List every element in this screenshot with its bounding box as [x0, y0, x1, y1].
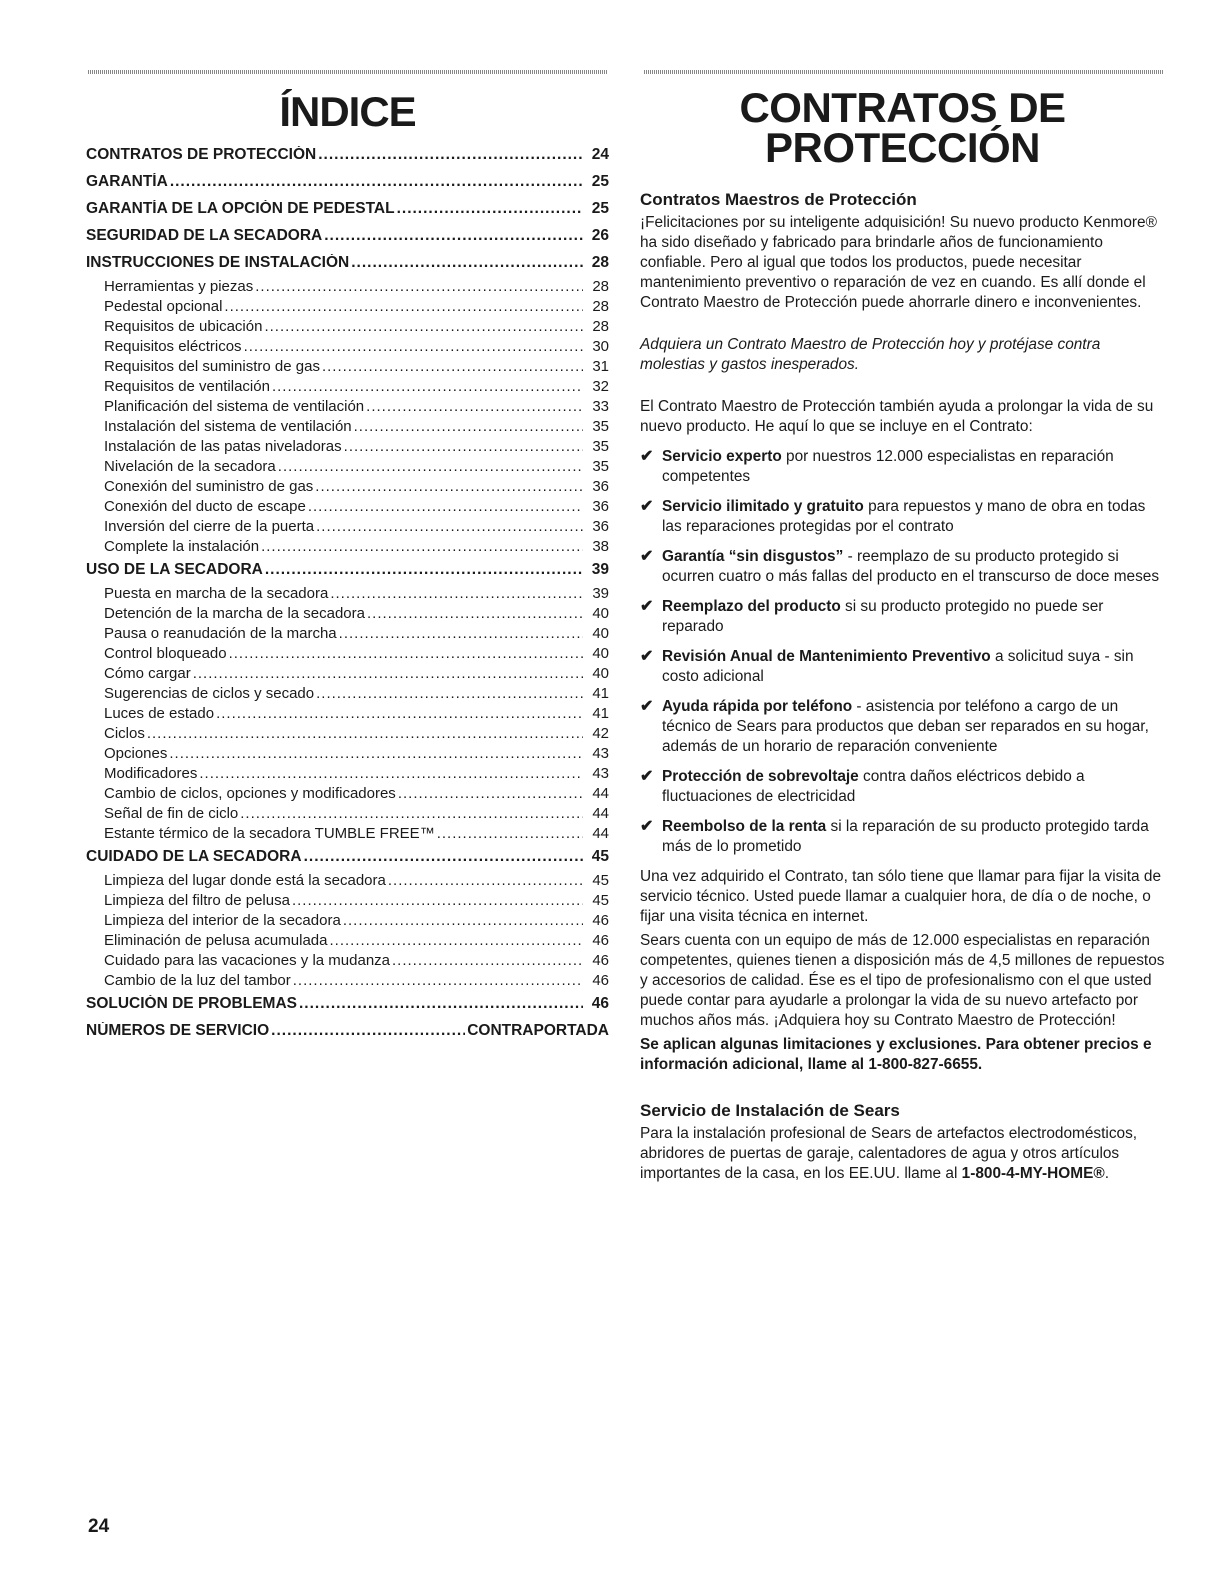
- toc-leader-dots: [265, 561, 583, 579]
- toc-entry-page: 46: [592, 932, 609, 949]
- toc-entry-page: 25: [591, 200, 609, 217]
- toc-entry-label: Planificación del sistema de ventilación: [104, 398, 365, 415]
- toc-subentry: [86, 805, 609, 825]
- toc-entry-page: 45: [592, 872, 609, 889]
- toc-section-entry: [86, 227, 609, 251]
- toc-entry-label: Nivelación de la secadora: [104, 458, 276, 475]
- toc-entry-label: Sugerencias de ciclos y secado: [104, 685, 315, 702]
- benefit-text: [662, 647, 1165, 687]
- toc-entry-page: 41: [592, 685, 609, 702]
- toc-entry-page: 46: [592, 952, 609, 969]
- toc-entry-label: GARANTÍA DE LA OPCIÓN DE PEDESTAL: [86, 200, 395, 217]
- toc-entry-page: 40: [592, 605, 609, 622]
- toc-entry-label: Control bloqueado: [104, 645, 227, 662]
- toc-subentry: [86, 745, 609, 765]
- checkmark-icon: ✔: [640, 648, 654, 665]
- benefit-description: contra daños eléctricos debido a fluctuaciones de electricidad: [662, 768, 1085, 805]
- benefit-item: [640, 597, 1165, 637]
- benefit-item: [640, 647, 1165, 687]
- toc-leader-dots: [264, 318, 583, 335]
- benefit-description: a solicitud suya - sin costo adicional: [662, 648, 1134, 685]
- toc-entry-page: 28: [592, 298, 609, 315]
- toc-entry-label: CUIDADO DE LA SECADORA: [86, 848, 302, 865]
- toc-subentry: [86, 952, 609, 972]
- toc-leader-dots: [318, 146, 583, 164]
- toc-entry-page: 35: [592, 438, 609, 455]
- toc-leader-dots: [147, 725, 583, 742]
- toc-entry-label: Conexión del ducto de escape: [104, 498, 306, 515]
- checkmark-icon: ✔: [640, 548, 654, 565]
- toc-leader-dots: [293, 972, 583, 989]
- toc-entry-label: Complete la instalación: [104, 538, 260, 555]
- toc-entry-page: 39: [591, 561, 609, 578]
- toc-leader-dots: [271, 1022, 465, 1040]
- toc-leader-dots: [351, 254, 583, 272]
- toc-entry-page: 41: [592, 705, 609, 722]
- top-rule-right: [644, 70, 1164, 74]
- toc-leader-dots: [216, 705, 583, 722]
- toc-leader-dots: [398, 785, 583, 802]
- toc-leader-dots: [308, 498, 583, 515]
- toc-entry-page: 45: [591, 848, 609, 865]
- toc-entry-label: Inversión del cierre de la puerta: [104, 518, 315, 535]
- toc-subentry: [86, 418, 609, 438]
- toc-leader-dots: [193, 665, 583, 682]
- toc-entry-page: 44: [592, 785, 609, 802]
- contracts-title-line2: PROTECCIÓN: [764, 124, 1040, 171]
- toc-entry-label: Eliminación de pelusa acumulada: [104, 932, 328, 949]
- installation-text: Para la instalación profesional de Sears de artefactos electrodomésticos, abridores de puertas de garaje, calentadores de agua y otros artículos importantes de la casa, en los EE.UU. llame al: [640, 1125, 1138, 1182]
- toc-subentry: [86, 785, 609, 805]
- toc-entry-page: 28: [592, 278, 609, 295]
- toc-entry-label: USO DE LA SECADORA: [86, 561, 263, 578]
- benefit-item: [640, 497, 1165, 537]
- toc-leader-dots: [240, 805, 583, 822]
- toc-subentry: [86, 498, 609, 518]
- toc-entry-page: 46: [592, 912, 609, 929]
- toc-entry-page: 38: [592, 538, 609, 555]
- master-contracts-heading: Contratos Maestros de Protección: [640, 190, 917, 209]
- toc-entry-page: 25: [591, 173, 609, 190]
- toc-entry-label: Pedestal opcional: [104, 298, 223, 315]
- toc-leader-dots: [169, 745, 583, 762]
- toc-entry-label: Instalación del sistema de ventilación: [104, 418, 352, 435]
- checkmark-icon: ✔: [640, 448, 654, 465]
- toc-subentry: [86, 912, 609, 932]
- toc-section-entry: [86, 1022, 609, 1046]
- toc-entry-label: Estante térmico de la secadora TUMBLE FREE™: [104, 825, 435, 842]
- toc-entry-label: Cambio de ciclos, opciones y modificadores: [104, 785, 396, 802]
- benefit-description: por nuestros 12.000 especialistas en reparación competentes: [662, 448, 1114, 485]
- toc-entry-label: Requisitos de ubicación: [104, 318, 263, 335]
- toc-leader-dots: [170, 173, 583, 191]
- toc-subentry: [86, 458, 609, 478]
- toc-entry-label: Requisitos del suministro de gas: [104, 358, 320, 375]
- toc-subentry: [86, 725, 609, 745]
- toc-entry-page: 42: [592, 725, 609, 742]
- benefit-title: Revisión Anual de Mantenimiento Preventivo: [662, 648, 991, 665]
- toc-entry-page: 24: [591, 146, 609, 163]
- toc-leader-dots: [324, 227, 583, 245]
- benefit-text: [662, 547, 1165, 587]
- installation-service-heading: Servicio de Instalación de Sears: [640, 1101, 900, 1120]
- toc-entry-label: Cambio de la luz del tambor: [104, 972, 291, 989]
- toc-entry-page: 35: [592, 458, 609, 475]
- benefit-title: Ayuda rápida por teléfono: [662, 698, 853, 715]
- toc-subentry: [86, 645, 609, 665]
- toc-entry-page: 31: [592, 358, 609, 375]
- toc-subentry: [86, 665, 609, 685]
- toc-entry-label: Herramientas y piezas: [104, 278, 254, 295]
- toc-section-entry: [86, 200, 609, 224]
- toc-entry-label: SOLUCIÓN DE PROBLEMAS: [86, 995, 297, 1012]
- italic-paragraph: Adquiera un Contrato Maestro de Protección hoy y protéjase contra molestias y gastos inesperados.: [640, 336, 1101, 373]
- toc-section-entry: [86, 995, 609, 1019]
- toc-leader-dots: [292, 892, 583, 909]
- toc-leader-dots: [272, 378, 583, 395]
- contracts-title: [640, 84, 1165, 171]
- toc-subentry: [86, 378, 609, 398]
- toc-leader-dots: [199, 765, 583, 782]
- toc-subentry: [86, 298, 609, 318]
- toc-subentry: [86, 478, 609, 498]
- toc-subentry: [86, 398, 609, 418]
- toc-subentry: [86, 765, 609, 785]
- toc-entry-page: CONTRAPORTADA: [467, 1022, 609, 1039]
- benefit-description: - asistencia por teléfono a cargo de un técnico de Sears para productos que deban ser reparados en su hogar, además de un horario de reparación conveniente: [662, 698, 1149, 755]
- intro-paragraph: ¡Felicitaciones por su inteligente adquisición! Su nuevo producto Kenmore® ha sido diseñado y fabricado para brindarle años de funcionamiento confiable. Pero al igual que todos los productos, puede necesitar mantenimiento preventivo o reparación de vez en cuando. Es allí donde el Contrato Maestro de Protección puede ahorrarle dinero e inconvenientes.: [640, 214, 1157, 311]
- checkmark-icon: ✔: [640, 818, 654, 835]
- toc-entry-label: Conexión del suministro de gas: [104, 478, 314, 495]
- toc-entry-label: Detención de la marcha de la secadora: [104, 605, 365, 622]
- toc-entry-page: 40: [592, 665, 609, 682]
- toc-leader-dots: [392, 952, 583, 969]
- benefit-text: [662, 697, 1165, 757]
- benefit-text: [662, 447, 1165, 487]
- installation-phone: 1-800-4-MY-HOME®: [961, 1165, 1105, 1182]
- toc-entry-label: Instalación de las patas niveladoras: [104, 438, 342, 455]
- top-rule-left: [88, 70, 608, 74]
- contracts-title-line1: CONTRATOS DE: [739, 84, 1066, 131]
- toc-entry-page: 28: [592, 318, 609, 335]
- toc-subentry: [86, 972, 609, 992]
- toc-entry-page: 35: [592, 418, 609, 435]
- page-number: 24: [88, 1516, 110, 1537]
- toc-subentry: [86, 625, 609, 645]
- benefit-item: [640, 447, 1165, 487]
- benefit-description: - reemplazo de su producto protegido si ocurren cuatro o más fallas del producto en el transcurso de doce meses: [662, 548, 1160, 585]
- benefit-item: [640, 697, 1165, 757]
- toc-title: ÍNDICE: [279, 88, 416, 135]
- toc-leader-dots: [366, 398, 583, 415]
- toc-entry-page: 43: [592, 765, 609, 782]
- benefit-text: [662, 767, 1165, 807]
- toc-entry-page: 33: [592, 398, 609, 415]
- after-paragraph-2: Sears cuenta con un equipo de más de 12.000 especialistas en reparación competentes, quienes tienen a disposición más de 4,5 millones de repuestos y accesorios de calidad. Ése es el tipo de profesionalismo con el que usted puede contar para ayudarle a prolongar la vida de su nuevo artefacto por muchos años más. ¡Adquiera hoy su Contrato Maestro de Protección!: [640, 932, 1165, 1029]
- toc-entry-page: 44: [592, 805, 609, 822]
- toc-subentry: [86, 518, 609, 538]
- toc-entry-page: 32: [592, 378, 609, 395]
- toc-entry-page: 40: [592, 645, 609, 662]
- benefits-intro: El Contrato Maestro de Protección también ayuda a prolongar la vida de su nuevo producto. He aquí lo que se incluye en el Contrato:: [640, 398, 1154, 435]
- toc-entry-label: Cómo cargar: [104, 665, 191, 682]
- toc-entry-label: Cuidado para las vacaciones y la mudanza: [104, 952, 391, 969]
- toc-subentry: [86, 605, 609, 625]
- toc-leader-dots: [299, 995, 583, 1013]
- toc-entry-page: 36: [592, 498, 609, 515]
- benefit-item: [640, 547, 1165, 587]
- toc-leader-dots: [330, 585, 583, 602]
- toc-entry-label: Señal de fin de ciclo: [104, 805, 239, 822]
- toc-entry-label: Requisitos eléctricos: [104, 338, 242, 355]
- toc-entry-label: Modificadores: [104, 765, 198, 782]
- benefit-description: si su producto protegido no puede ser reparado: [662, 598, 1104, 635]
- toc-leader-dots: [316, 685, 583, 702]
- toc-section-entry: [86, 561, 609, 585]
- toc-leader-dots: [261, 538, 583, 555]
- benefit-title: Reembolso de la renta: [662, 818, 827, 835]
- benefit-text: [662, 597, 1165, 637]
- installation-paragraph: [640, 1124, 1165, 1184]
- limitations-note: Se aplican algunas limitaciones y exclusiones. Para obtener precios e información adicional, llame al 1-800-827-6655.: [640, 1036, 1152, 1073]
- toc-leader-dots: [437, 825, 583, 842]
- toc-leader-dots: [339, 625, 583, 642]
- toc-leader-dots: [322, 358, 583, 375]
- toc-subentry: [86, 585, 609, 605]
- toc-entry-page: 46: [591, 995, 609, 1012]
- checkmark-icon: ✔: [640, 598, 654, 615]
- toc-subentry: [86, 825, 609, 845]
- toc-entry-page: 45: [592, 892, 609, 909]
- toc-entry-page: 46: [592, 972, 609, 989]
- table-of-contents: [86, 88, 609, 1046]
- benefit-text: [662, 497, 1165, 537]
- toc-entry-label: GARANTÍA: [86, 173, 168, 190]
- after-paragraph-1: Una vez adquirido el Contrato, tan sólo tiene que llamar para fijar la visita de servicio técnico. Usted puede llamar a cualquier hora, de día o de noche, o fijar una visita técnica en internet.: [640, 868, 1162, 925]
- benefit-title: Servicio experto: [662, 448, 782, 465]
- toc-subentry: [86, 538, 609, 558]
- toc-leader-dots: [315, 478, 583, 495]
- toc-entry-label: Limpieza del interior de la secadora: [104, 912, 341, 929]
- toc-entry-label: Limpieza del lugar donde está la secadora: [104, 872, 386, 889]
- toc-entry-page: 40: [592, 625, 609, 642]
- toc-subentry: [86, 278, 609, 298]
- toc-subentry: [86, 358, 609, 378]
- benefit-title: Protección de sobrevoltaje: [662, 768, 859, 785]
- toc-entry-page: 26: [591, 227, 609, 244]
- toc-leader-dots: [278, 458, 583, 475]
- toc-leader-dots: [343, 912, 583, 929]
- benefit-title: Servicio ilimitado y gratuito: [662, 498, 864, 515]
- installation-end: .: [1104, 1165, 1109, 1182]
- checkmark-icon: ✔: [640, 768, 654, 785]
- toc-leader-dots: [255, 278, 583, 295]
- toc-entry-page: 36: [592, 518, 609, 535]
- toc-leader-dots: [304, 848, 583, 866]
- toc-subentry: [86, 338, 609, 358]
- toc-leader-dots: [397, 200, 583, 218]
- toc-section-entry: [86, 254, 609, 278]
- toc-entry-label: SEGURIDAD DE LA SECADORA: [86, 227, 323, 244]
- benefit-title: Garantía “sin disgustos”: [662, 548, 844, 565]
- toc-subentry: [86, 685, 609, 705]
- toc-subentry: [86, 705, 609, 725]
- toc-subentry: [86, 892, 609, 912]
- toc-entry-label: Luces de estado: [104, 705, 215, 722]
- toc-entry-label: NÚMEROS DE SERVICIO: [86, 1022, 270, 1039]
- benefit-item: [640, 817, 1165, 857]
- toc-entry-page: 36: [592, 478, 609, 495]
- toc-entry-label: Limpieza del filtro de pelusa: [104, 892, 290, 909]
- checkmark-icon: ✔: [640, 498, 654, 515]
- protection-contracts-section: [640, 84, 1165, 1184]
- toc-list: [86, 146, 609, 1046]
- benefit-description: si la reparación de su producto protegido tarda más de lo prometido: [662, 818, 1149, 855]
- toc-subentry: [86, 872, 609, 892]
- toc-section-entry: [86, 848, 609, 872]
- toc-entry-page: 28: [591, 254, 609, 271]
- benefit-description: para repuestos y mano de obra en todas las reparaciones protegidas por el contrato: [662, 498, 1146, 535]
- toc-entry-page: 30: [592, 338, 609, 355]
- toc-entry-page: 44: [592, 825, 609, 842]
- toc-leader-dots: [316, 518, 583, 535]
- toc-leader-dots: [354, 418, 583, 435]
- toc-entry-page: 43: [592, 745, 609, 762]
- benefits-list: [640, 447, 1165, 857]
- benefit-text: [662, 817, 1165, 857]
- benefit-title: Reemplazo del producto: [662, 598, 841, 615]
- toc-entry-label: INSTRUCCIONES DE INSTALACIÓN: [86, 254, 350, 271]
- toc-leader-dots: [244, 338, 583, 355]
- toc-leader-dots: [329, 932, 583, 949]
- toc-leader-dots: [344, 438, 583, 455]
- toc-entry-label: Puesta en marcha de la secadora: [104, 585, 329, 602]
- toc-leader-dots: [229, 645, 583, 662]
- toc-entry-page: 39: [592, 585, 609, 602]
- toc-subentry: [86, 438, 609, 458]
- toc-subentry: [86, 932, 609, 952]
- toc-entry-label: CONTRATOS DE PROTECCIÓN: [86, 146, 317, 163]
- checkmark-icon: ✔: [640, 698, 654, 715]
- toc-section-entry: [86, 146, 609, 170]
- toc-section-entry: [86, 173, 609, 197]
- toc-leader-dots: [388, 872, 583, 889]
- toc-entry-label: Requisitos de ventilación: [104, 378, 270, 395]
- toc-leader-dots: [367, 605, 583, 622]
- toc-entry-label: Pausa o reanudación de la marcha: [104, 625, 337, 642]
- toc-subentry: [86, 318, 609, 338]
- benefit-item: [640, 767, 1165, 807]
- toc-entry-label: Opciones: [104, 745, 168, 762]
- toc-leader-dots: [224, 298, 583, 315]
- toc-entry-label: Ciclos: [104, 725, 145, 742]
